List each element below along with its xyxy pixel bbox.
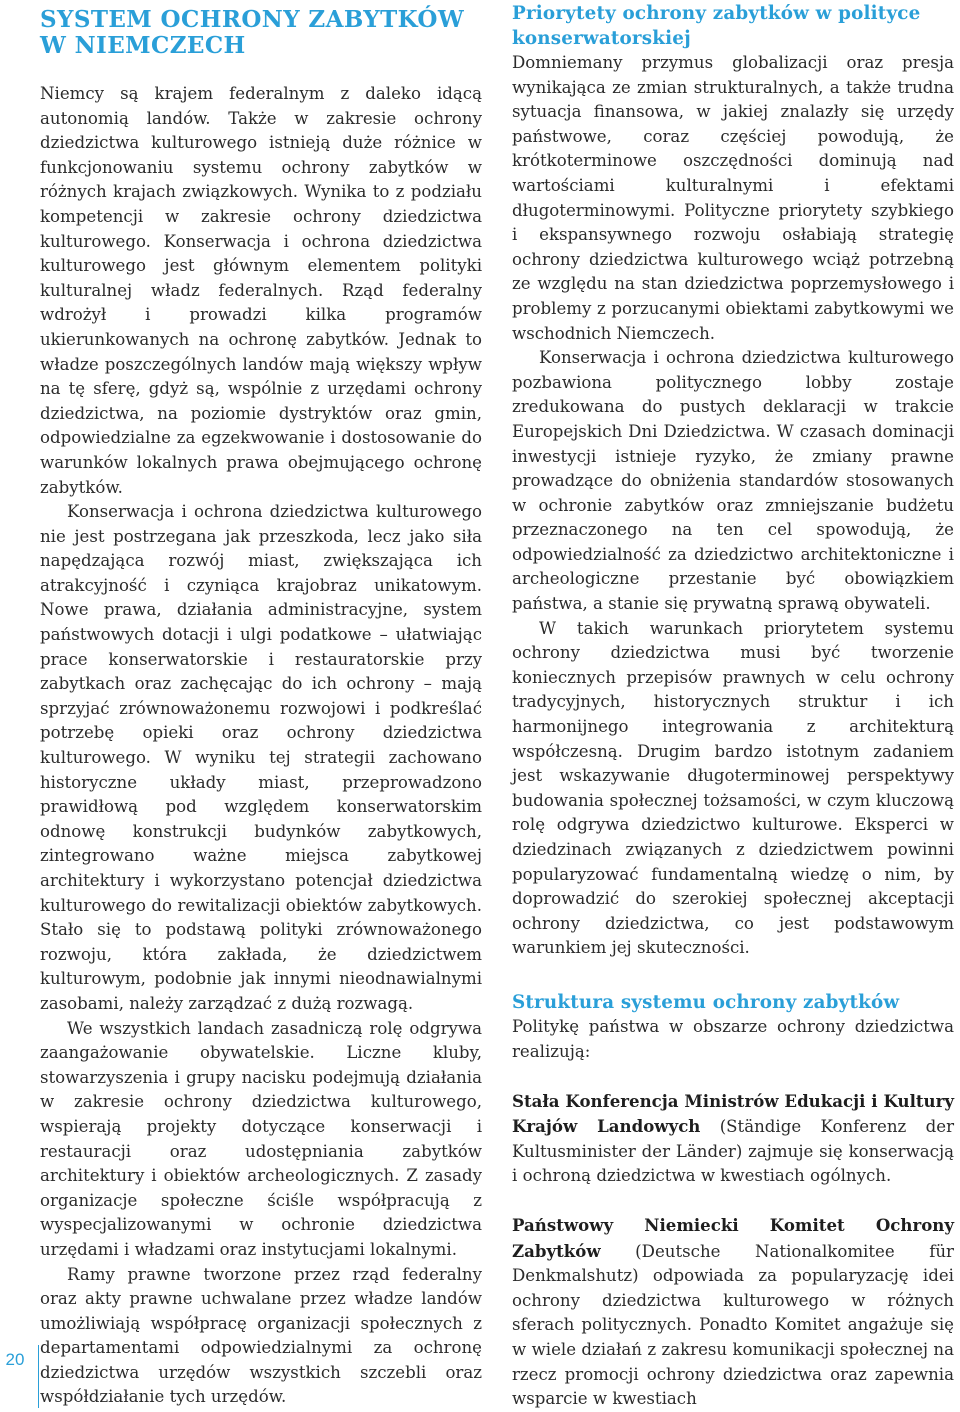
- body-entry-national-committee: [512, 1213, 954, 1412]
- section-heading-structure: Struktura systemu ochrony zabytków: [512, 991, 900, 1013]
- page-number-rule: [38, 1345, 39, 1408]
- right-paragraph-3: W takich warunkach priorytetem systemu ochrony dziedzictwa musi być tworzenie koniecznych przepisów prawnych w celu ochrony tradycyjnych, historycznych struktur i ich harmonijnego integrowania z architekturą współczesną. Drugim bardzo istotnym zadaniem jest wskazywanie długoterminowej perspektywy budowania społecznej tożsamości, w czym kluczową rolę odgrywa dziedzictwo kulturowe. Eksperci w dziedzinach związanych z dziedzictwem powinni popularyzować fundamentalną wiedzę o nim, by doprowadzić do szerokiej społecznej akceptacji ochrony dziedzictwa, co jest podstawowym warunkiem jej skuteczności.: [512, 618, 954, 958]
- body-name: Stała Konferencja Ministrów Edukacji i Kultury Krajów Landowych: [512, 1090, 954, 1137]
- page-number: 20: [5, 1350, 25, 1369]
- left-paragraph-4: Ramy prawne tworzone przez rząd federalny oraz akty prawne uchwalane przez władze landów umożliwiają współpracę organizacji społecznych z departamentami odpowiedzialnymi za ochronę dziedzictwa urzędów wszystkich szczebli oraz współdziałanie tych urzędów.: [40, 1264, 482, 1407]
- body-name: Państwowy Niemiecki Komitet Ochrony Zabytków: [512, 1215, 954, 1261]
- right-paragraph-2: Konserwacja i ochrona dziedzictwa kulturowego pozbawiona politycznego lobby zostaje zredukowana do pustych deklaracji w trakcie Europejskich Dni Dziedzictwa. W czasach dominacji inwestycji istnieje ryzyko, że zmiany prawne prowadzące do obniżenia standardów stosowanych w ochronie zabytków oraz zmniejszanie budżetu przeznaczonego na ten cel spowodują, że odpowiedzialność za dziedzictwo architektoniczne i archeologiczne przestanie być obowiązkiem państwa, a stanie się prywatną sprawą obywateli.: [512, 348, 954, 614]
- main-title: [40, 0, 482, 58]
- left-paragraph-2: Konserwacja i ochrona dziedzictwa kulturowego nie jest postrzegana jak przeszkoda, lecz jako siła napędzająca rozwój miast, zwiększająca ich atrakcyjność i czyniąca krajobraz unikatowym. Nowe prawa, działania administracyjne, system państwowych dotacji i ulgi podatkowe – ułatwiając prace konserwatorskie i restauratorskie przy zabytkach oraz zachęcając do ich ochrony – mają sprzyjać zrównoważonemu rozwojowi i podkreślać potrzebę opieki oraz ochrony dziedzictwa kulturowego. W wyniku tej strategii zachowano historyczne układy miast, przeprowadzono prawidłową pod względem konserwatorskim odnowę konstrukcji budynków zabytkowych, zintegrowano ważne miejsca zabytkowej architektury i wykorzystano potencjał dziedzictwa kulturowego do rewitalizacji obiektów zabytkowych. Stało się to podstawą polityki zrównoważonego rozwoju, która zakłada, że dziedzictwem kulturowym, podobnie jak innymi nieodnawialnymi zasobami, należy zarządzać z dużą rozwagą.: [40, 502, 482, 1013]
- body-description: (Deutsche Nationalkomitee für Denkmalshutz) odpowiada za popularyzację idei ochrony dziedzictwa kulturowego w różnych sferach politycznych. Ponadto Komitet angażuje się w wiele działań z zakresu komunikacji społecznej na rzecz promocji ochrony dziedzictwa oraz zapewnia wsparcie w kwestiach: [512, 1241, 954, 1409]
- body-description: (Ständige Konferenz der Kultusminister der Länder) zajmuje się konserwacją i ochroną dziedzictwa w kwestiach ogólnych.: [512, 1117, 954, 1186]
- left-paragraph-1: Niemcy są krajem federalnym z daleko idącą autonomią landów. Także w zakresie ochrony dziedzictwa kulturowego istnieją duże różnice w funkcjonowaniu systemu ochrony zabytków w różnych krajach związkowych. Wynika to z podziału kompetencji w zakresie ochrony dziedzictwa kulturowego. Konserwacja i ochrona dziedzictwa kulturowego jest głównym elementem polityki kulturalnej władz federalnych. Rząd federalny wdrożył i prowadzi kilka programów ukierunkowanych na ochronę zabytków. Jednak to władze poszczególnych landów mają większy wpływ na tę sferę, gdyż są, wspólnie z urzędami ochrony dziedzictwa, na poziomie dystryktów oraz gmin, odpowiedzialne za egzekwowanie i dostosowanie do warunków lokalnych prawa obejmującego ochronę zabytków.: [40, 84, 482, 497]
- left-paragraph-3: We wszystkich landach zasadniczą rolę odgrywa zaangażowanie obywatelskie. Liczne kluby, stowarzyszenia i grupy nacisku podejmują działania w zakresie ochrony dziedzictwa kulturowego, wspierają projekty dotyczące konserwacji i restauracji oraz udostępniania zabytków architektury i obiektów archeologicznych. Z zasady organizacje społeczne ściśle współpracują z wyspecjalizowanymi w ochronie dziedzictwa urzędami i władzami oraz instytucjami lokalnymi.: [40, 1018, 482, 1259]
- right-column: [512, 0, 954, 1412]
- left-column: [40, 0, 482, 1410]
- main-title-line-1: SYSTEM OCHRONY ZABYTKÓW: [40, 6, 465, 33]
- section-heading-priorities: Priorytety ochrony zabytków w polityce konserwatorskiej: [512, 3, 921, 49]
- main-title-line-2: W NIEMCZECH: [40, 31, 246, 59]
- structure-intro: Politykę państwa w obszarze ochrony dziedzictwa realizują:: [512, 1017, 954, 1062]
- right-paragraph-1: Domniemany przymus globalizacji oraz presja wynikająca ze zmian strukturalnych, a także trudna sytuacja finansowa, w jakiej znalazły się urzędy państwowe, coraz częściej powodują, że krótkoterminowe oszczędności dominują nad wartościami kulturalnymi i efektami długoterminowymi. Polityczne priorytety szybkiego i ekspansywnego rozwoju osłabiają strategię ochrony dziedzictwa kulturowego wciąż potrzebną ze względu na stan dziedzictwa poprzemysłowego i problemy z porzucanymi obiektami zabytkowymi we wschodnich Niemczech.: [512, 53, 954, 343]
- body-entry-standing-conference: [512, 1089, 954, 1189]
